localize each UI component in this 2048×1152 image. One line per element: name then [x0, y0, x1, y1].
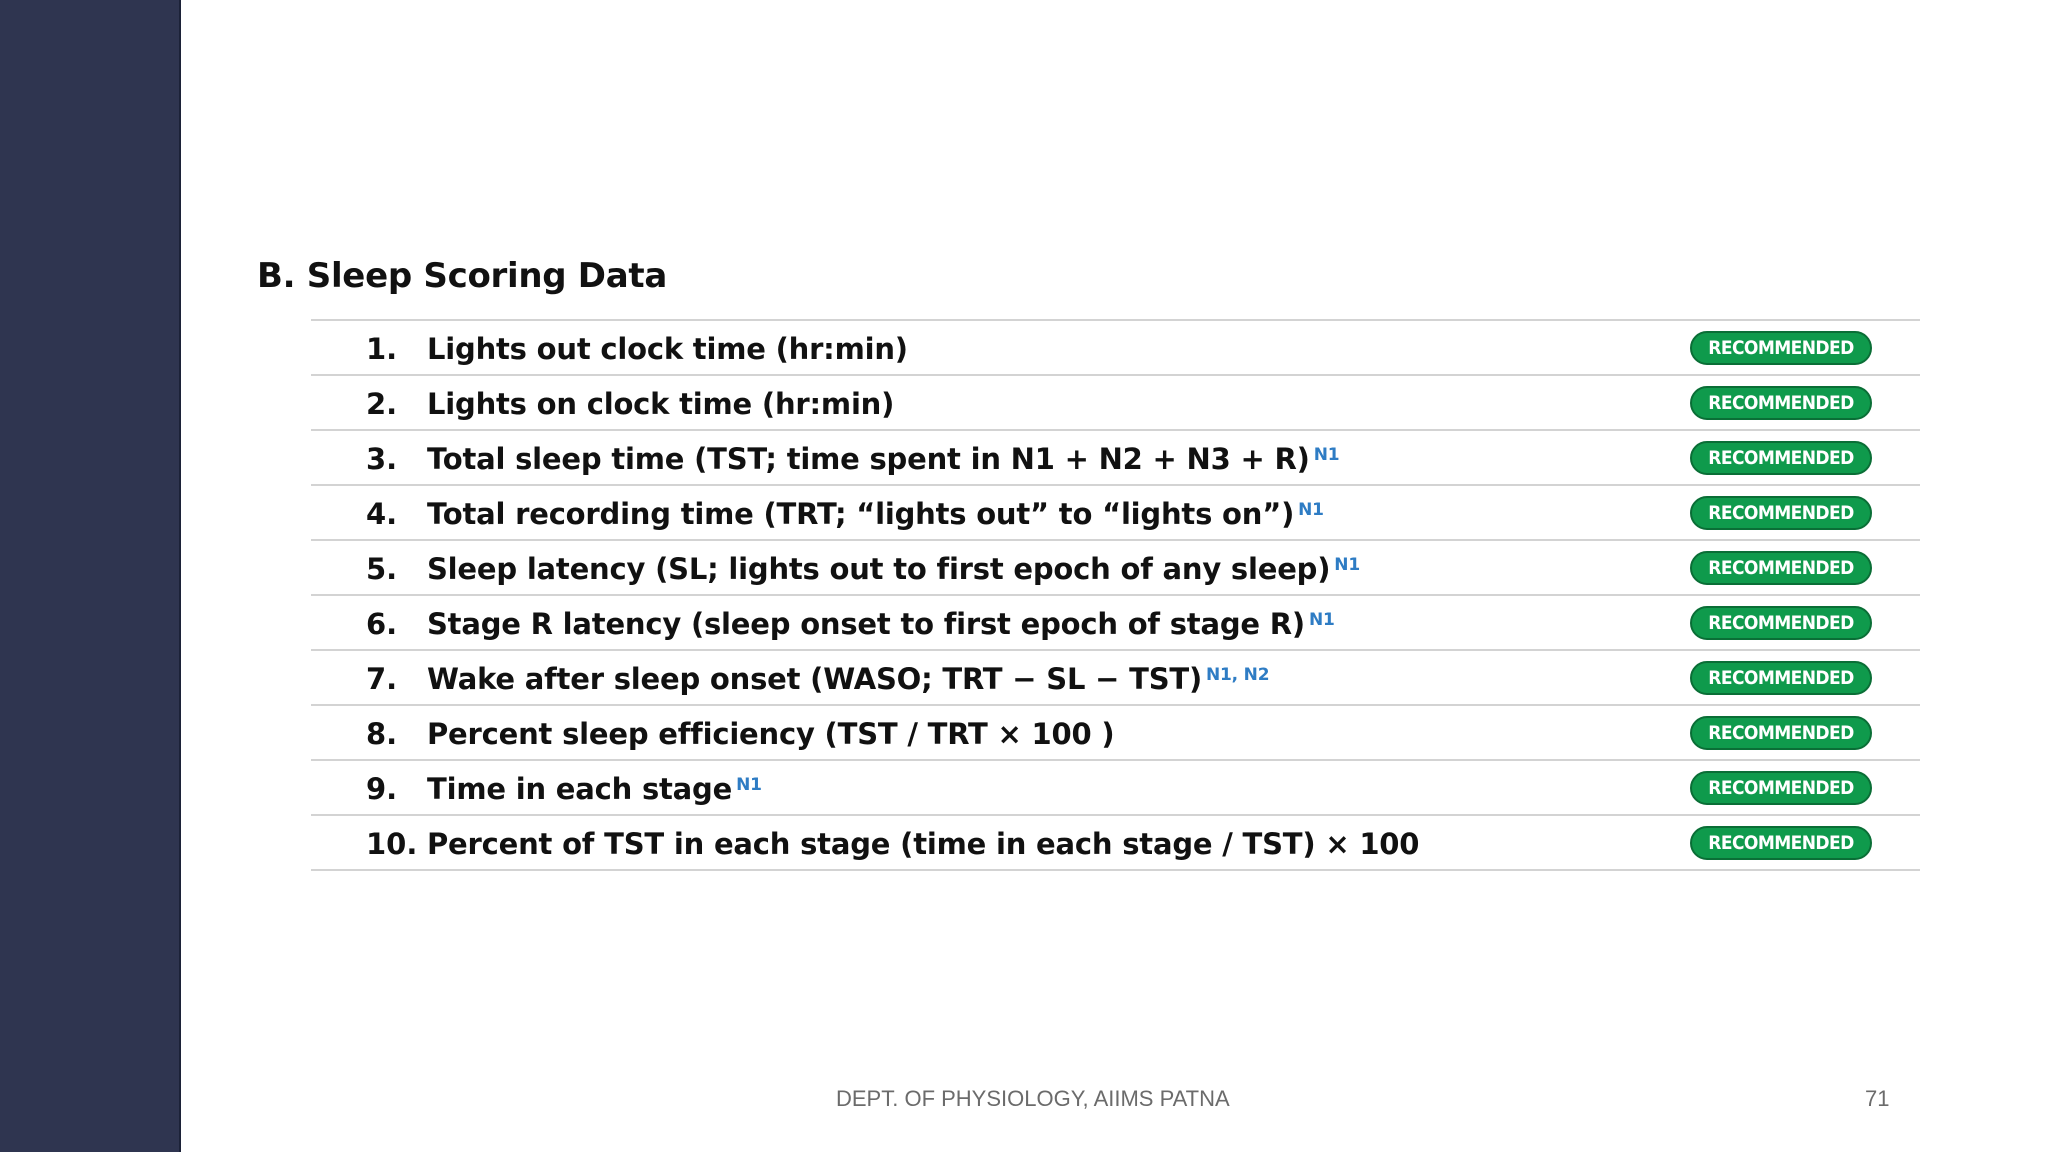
table-row [311, 321, 1920, 376]
item-label-text: Lights on clock time (hr:min) [427, 387, 895, 421]
recommended-badge: RECOMMENDED [1690, 496, 1872, 530]
slide-sidebar [0, 0, 181, 1152]
footnote-marker: N1 [736, 775, 762, 795]
recommended-badge: RECOMMENDED [1690, 716, 1872, 750]
item-label [427, 332, 912, 366]
item-label [427, 827, 1423, 861]
item-number: 2. [366, 387, 398, 421]
item-label [427, 497, 1324, 531]
item-label-text: Total recording time (TRT; “lights out” to “lights on”) [427, 497, 1295, 531]
recommended-badge: RECOMMENDED [1690, 441, 1872, 475]
footnote-marker: N1 [1334, 555, 1360, 575]
item-label [427, 607, 1335, 641]
item-label-text: Lights out clock time (hr:min) [427, 332, 908, 366]
recommended-badge: RECOMMENDED [1690, 826, 1872, 860]
footnote-marker: N1, N2 [1206, 665, 1270, 685]
item-number: 9. [366, 772, 398, 806]
item-label [427, 552, 1360, 586]
item-label [427, 442, 1339, 476]
item-number: 1. [366, 332, 398, 366]
table-row [311, 541, 1920, 596]
item-label-text: Wake after sleep onset (WASO; TRT − SL − TST) [427, 662, 1203, 696]
table-row [311, 761, 1920, 816]
item-label-text: Percent sleep efficiency (TST / TRT × 100 ) [427, 717, 1115, 751]
item-label-text: Total sleep time (TST; time spent in N1 + N2 + N3 + R) [427, 442, 1310, 476]
item-number: 8. [366, 717, 398, 751]
recommended-badge: RECOMMENDED [1690, 771, 1872, 805]
table-row [311, 376, 1920, 431]
item-label-text: Percent of TST in each stage (time in each stage / TST) × 100 [427, 827, 1420, 861]
table-row [311, 706, 1920, 761]
recommended-badge: RECOMMENDED [1690, 331, 1872, 365]
item-label [427, 662, 1269, 696]
footer-department: DEPT. OF PHYSIOLOGY, AIIMS PATNA [836, 1086, 1230, 1111]
item-number: 7. [366, 662, 398, 696]
item-number: 6. [366, 607, 398, 641]
table-row [311, 816, 1920, 871]
scoring-data-table [311, 319, 1920, 871]
recommended-badge: RECOMMENDED [1690, 386, 1872, 420]
item-number: 5. [366, 552, 398, 586]
page-number: 71 [1865, 1086, 1890, 1111]
recommended-badge: RECOMMENDED [1690, 551, 1872, 585]
item-label-text: Sleep latency (SL; lights out to first epoch of any sleep) [427, 552, 1331, 586]
item-label [427, 772, 762, 806]
item-number: 4. [366, 497, 398, 531]
item-label [427, 717, 1118, 751]
item-label-text: Stage R latency (sleep onset to first epoch of stage R) [427, 607, 1305, 641]
recommended-badge: RECOMMENDED [1690, 606, 1872, 640]
table-row [311, 596, 1920, 651]
item-label-text: Time in each stage [427, 772, 733, 806]
item-label [427, 387, 898, 421]
table-row [311, 431, 1920, 486]
table-row [311, 486, 1920, 541]
table-row [311, 651, 1920, 706]
footnote-marker: N1 [1313, 445, 1340, 465]
recommended-badge: RECOMMENDED [1690, 661, 1872, 695]
footnote-marker: N1 [1308, 610, 1335, 630]
item-number: 10. [366, 827, 418, 861]
section-title: B. Sleep Scoring Data [257, 256, 667, 296]
item-number: 3. [366, 442, 398, 476]
footnote-marker: N1 [1298, 500, 1324, 520]
